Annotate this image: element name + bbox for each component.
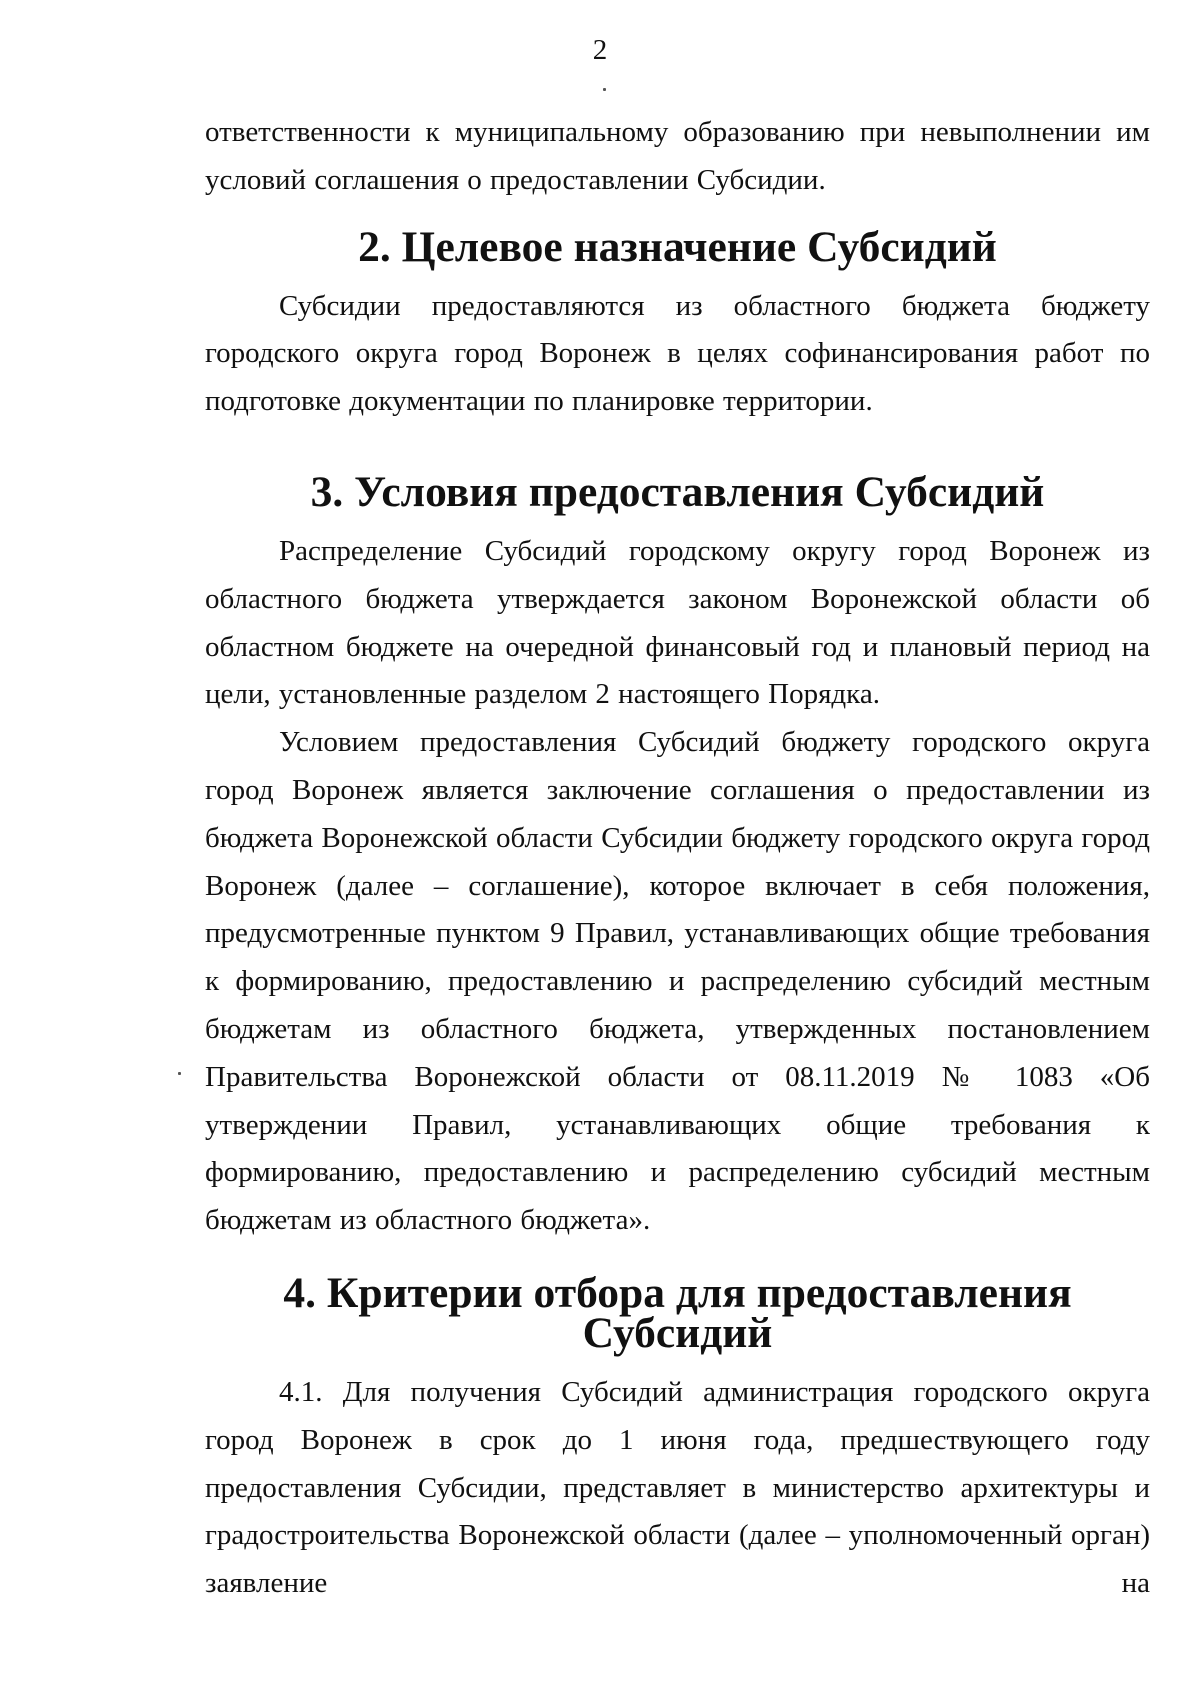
- section-2-heading: 2. Целевое назначение Субсидий: [358, 222, 997, 271]
- section-4-paragraph: 4.1. Для получения Субсидий администрация городского округа город Воронеж в срок до 1 июня года, предшествующего году предоставления Субсидии, представляет в министерство архитектуры и градостроительства Воронежской области (далее – уполномоченный орган) заявление на: [205, 1375, 1150, 1600]
- section-3-heading: 3. Условия предоставления Субсидий: [310, 467, 1045, 516]
- scan-artifact-mark: [178, 1072, 181, 1075]
- page-number: 2: [592, 34, 608, 66]
- section-3-paragraph-1: Распределение Субсидий городскому округу город Воронеж из областного бюджета утверждается законом Воронежской области об областном бюджете на очередной финансовый год и плановый период на цели, установленные разделом 2 настоящего Порядка.: [205, 534, 1150, 711]
- section-2-paragraph: Субсидии предоставляются из областного бюджета бюджету городского округа город Воронеж в целях софинансирования работ по подготовке документации по планировке территории.: [205, 289, 1150, 418]
- intro-paragraph: ответственности к муниципальному образованию при невыполнении им условий соглашения о предоставлении Субсидии.: [205, 116, 1150, 196]
- document-body: [205, 109, 1150, 1608]
- scan-artifact-mark: [603, 88, 606, 91]
- section-4-heading: 4. Критерии отбора для предоставления Субсидий: [283, 1268, 1072, 1357]
- section-3-paragraph-2: Условием предоставления Субсидий бюджету городского округа город Воронеж является заключение соглашения о предоставлении из бюджета Воронежской области Субсидии бюджету городского округа город Воронеж (далее – соглашение), которое включает в себя положения, предусмотренные пунктом 9 Правил, устанавливающих общие требования к формированию, предоставлению и распределению субсидий местным бюджетам из областного бюджета, утвержденных постановлением Правительства Воронежской области от 08.11.2019 № 1083 «Об утверждении Правил, устанавливающих общие требования к формированию, предоставлению и распределению субсидий местным бюджетам из областного бюджета».: [205, 726, 1150, 1237]
